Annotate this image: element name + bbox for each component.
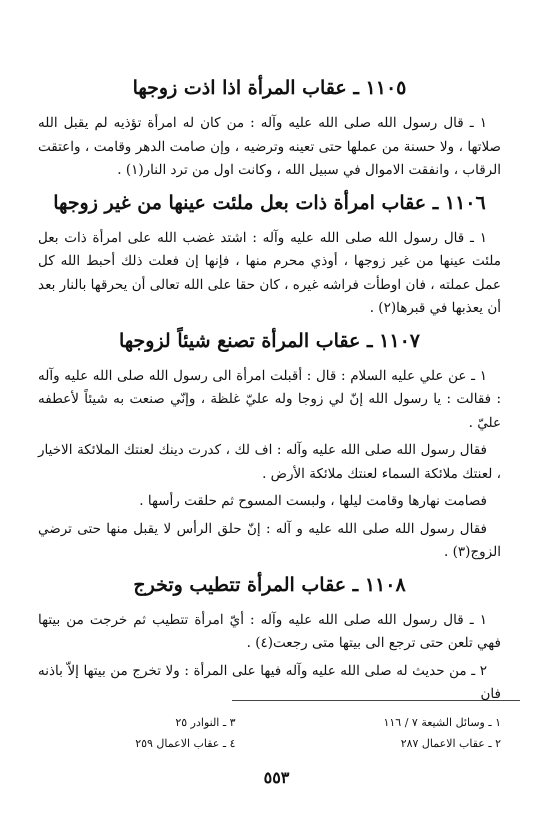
paragraph: ٢ ـ من حديث له صلى الله عليه وآله فيها على المرأة : ولا تخرج من بيتها إلاّ باذنه فان: [38, 662, 501, 702]
paragraph: ١ ـ قال رسول الله صلى الله عليه وآله : من كان له امرأة تؤذيه لم يقبل الله صلاتها ، ولا حسنة من عملها حتى تعينه وترضيه ، وإن صامت الدهر وقامت ، واعتقت الرقاب ، وانفقت الاموال في سبيل الله ، وكانت اول من ترد النار(١) .: [38, 115, 501, 178]
paragraph: فقال رسول الله صلى الله عليه و آله : إنّ حلق الرأس لا يقبل منها حتى ترضي الزوج(٣) .: [38, 520, 501, 560]
section-1108: [38, 571, 501, 707]
paragraph: ١ ـ قال رسول الله صلى الله عليه وآله : أيّ امرأة تتطيب ثم خرجت من بيتها فهي تلعن حتى ترجع الى بيتها متى رجعت(٤) .: [38, 611, 501, 651]
footnote: ٣ ـ النوادر ٢٥: [175, 716, 236, 729]
footnote: ١ ـ وسائل الشيعة ٧ / ١١٦: [383, 716, 501, 729]
footnotes-right-column: [296, 712, 502, 754]
section-heading: ١١٠٧ ـ عقاب المرأة تصنع شيئاً لزوجها: [118, 329, 420, 352]
page-number: ٥٥٣: [263, 768, 290, 787]
section-1105: [38, 74, 501, 183]
footnote: ٢ ـ عقاب الاعمال ٢٨٧: [400, 737, 501, 750]
paragraph: فصامت نهارها وقامت ليلها ، ولبست المسوح ثم حلقت رأسها .: [139, 493, 487, 509]
footnotes: [90, 712, 501, 754]
section-1107: [38, 327, 501, 565]
paragraph: ١ ـ عن علي عليه السلام : قال : أقبلت امرأة الى رسول الله صلى الله عليه وآله : فقالت : يا رسول الله إنّ لي زوجا وله عليّ غلظة ، وإنّي صنعت به شيئاً لأعطفه عليّ .: [38, 367, 501, 431]
section-heading: ١١٠٥ ـ عقاب المرأة اذا اذت زوجها: [132, 77, 407, 99]
footnote-divider: [232, 700, 520, 701]
section-heading: ١١٠٦ ـ عقاب امرأة ذات بعل ملئت عينها من غير زوجها: [53, 191, 486, 214]
footnote: ٤ ـ عقاب الاعمال ٢٥٩: [135, 737, 236, 750]
section-heading: ١١٠٨ ـ عقاب المرأة تتطيب وتخرج: [133, 573, 406, 596]
section-1106: [38, 189, 501, 321]
paragraph: فقال رسول الله صلى الله عليه وآله : اف لك ، كدرت دينك لعنتك الملائكة الاخيار ، لعنتك ملائكة السماء لعنتك ملائكة الأرض .: [38, 442, 501, 482]
footnotes-left-column: [90, 712, 296, 754]
paragraph: ١ ـ قال رسول الله صلى الله عليه وآله : اشتد غضب الله على امرأة ذات بعل ملئت عينها من غير زوجها ، أوذي محرم منها ، فإنها إن فعلت ذلك أحبط الله كل عمل عملته ، فان اوطأت فراشه غيره ، كان حقا على الله تعالى أن يحرقها بالنار بعد أن يعذبها في قبرها(٢) .: [38, 229, 501, 316]
